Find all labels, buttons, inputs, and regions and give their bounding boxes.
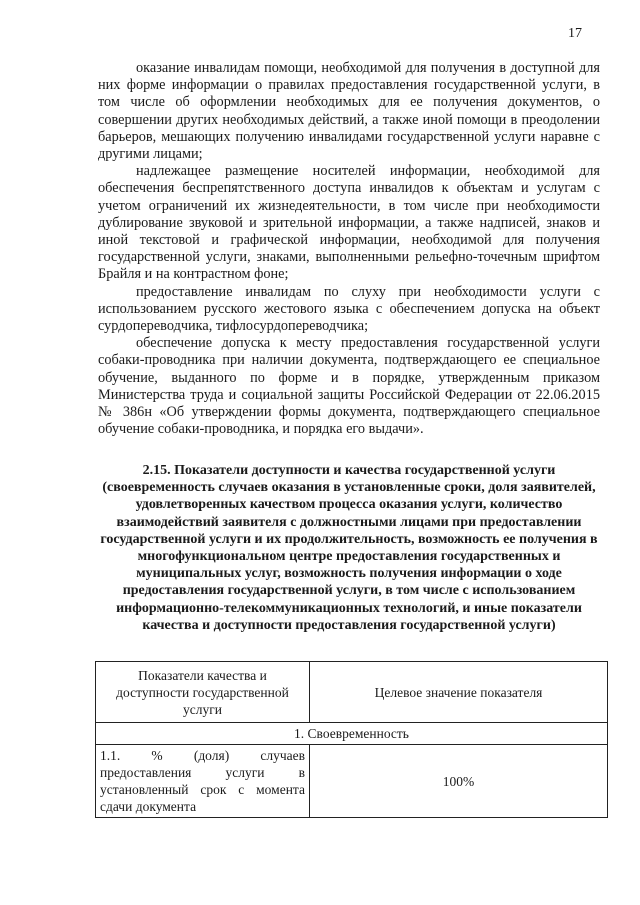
paragraph-sign-language: предоставление инвалидам по слуху при необходимости услуги с использованием русского жестового языка с обеспечением допуска на объект сурдопереводчика, тифлосурдопереводчика;	[98, 283, 600, 335]
table-group-row	[96, 723, 608, 745]
indicator-target-value: 100%	[310, 745, 608, 818]
page-number: 17	[568, 26, 582, 41]
body-text	[98, 60, 600, 438]
indicator-name: 1.1. % (доля) случаев предоставления услуги в установленный срок с момента сдачи документа	[96, 745, 310, 818]
table-row	[96, 745, 608, 818]
section-heading: 2.15. Показатели доступности и качества государственной услуги (своевременность случаев оказания в установленные сроки, доля заявителей, удовлетворенных качеством процесса оказания услуги, количество взаимодействий заявителя с должностными лицами при предоставлении государственной услуги и их продолжительность, возможность ее получения в многофункциональном центре предоставления государственных и муниципальных услуг, возможность получения информации о ходе предоставления государственной услуги, в том числе с использованием информационно-телекоммуникационных технологий, и иные показатели качества и доступности предоставления государственной услуги)	[100, 463, 598, 633]
header-target-value: Целевое значение показателя	[310, 662, 608, 723]
paragraph-guide-dog: обеспечение допуска к месту предоставления государственной услуги собаки-проводника при наличии документа, подтверждающего ее специальное обучение, выданного по форме и в порядке, утвержденным приказом Министерства труда и социальной защиты Российской Федерации от 22.06.2015 № 386н «Об утверждении формы документа, подтверждающего специальное обучение собаки-проводника, и порядка его выдачи».	[98, 335, 600, 438]
indicators-table	[95, 661, 608, 818]
paragraph-assistance: оказание инвалидам помощи, необходимой для получения в доступной для них форме информации о правилах предоставления государственной услуги, в том числе об оформлении необходимых для ее получения документов, о совершении других необходимых действий, а также иной помощи в преодолении барьеров, мешающих получению инвалидами государственной услуги наравне с другими лицами;	[98, 60, 600, 163]
paragraph-information-placement: надлежащее размещение носителей информации, необходимой для обеспечения беспрепятственного доступа инвалидов к объектам и услугам с учетом ограничений их жизнедеятельности, в том числе при необходимости дублирование звуковой и зрительной информации, а также надписей, знаков и иной текстовой и графической информации, необходимой для получения государственной услуги, знаками, выполненными рельефно-точечным шрифтом Брайля и на контрастном фоне;	[98, 163, 600, 283]
group-title: 1. Своевременность	[96, 723, 608, 745]
header-indicator: Показатели качества и доступности государственной услуги	[96, 662, 310, 723]
table-header-row	[96, 662, 608, 723]
